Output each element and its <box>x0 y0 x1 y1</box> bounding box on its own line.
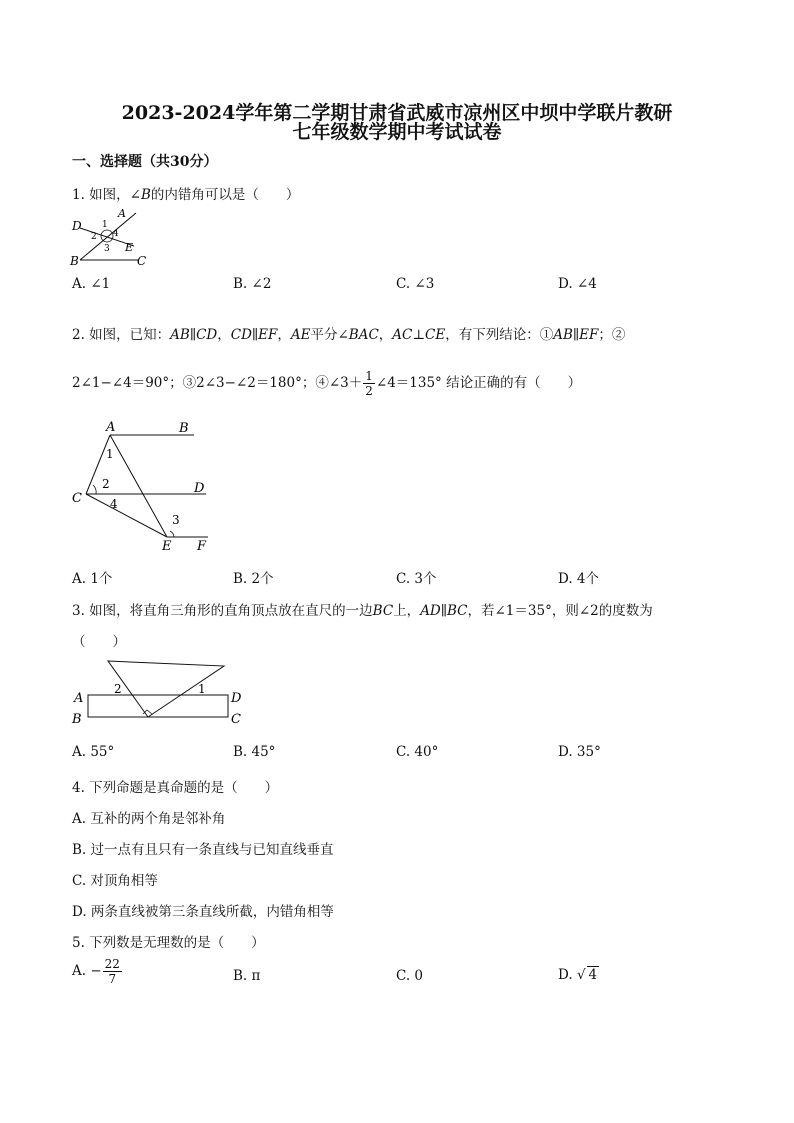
fig2-label-E: E <box>162 539 172 554</box>
fig2-label-1: 1 <box>106 447 114 461</box>
fig1-label-4: 4 <box>113 229 119 239</box>
q5-option-b[interactable]: B. π <box>233 968 261 984</box>
fig1-label-3: 3 <box>104 244 110 254</box>
section-heading-choice: 一、选择题（共30分） <box>72 154 218 170</box>
fig2-angle-2-arc <box>93 485 96 494</box>
fig2-label-F: F <box>197 539 207 554</box>
q4-option-d[interactable]: D. 两条直线被第三条直线所截，内错角相等 <box>72 904 334 920</box>
fig2-label-C: C <box>72 491 82 506</box>
exam-title-line1: 2023-2024学年第二学期甘肃省武威市凉州区中坝中学联片教研 <box>121 102 673 124</box>
question-5-stem: 5. 下列数是无理数的是（ ） <box>72 935 265 951</box>
fig1-label-D: D <box>72 219 82 233</box>
fig2-angle-3-arc <box>170 531 174 537</box>
fig3-ruler <box>88 695 228 717</box>
q3-option-b[interactable]: B. 45° <box>233 744 276 760</box>
question-3-stem-line2: （ ） <box>72 634 126 650</box>
fig2-label-3: 3 <box>172 513 180 527</box>
q5-option-c[interactable]: C. 0 <box>396 968 424 984</box>
fig2-label-B: B <box>179 421 189 436</box>
q3-option-c[interactable]: C. 40° <box>396 744 439 760</box>
question-2-stem-line1: 2. 如图，已知：AB∥CD，CD∥EF，AE平分∠BAC，AC⊥CE，有下列结论：①AB∥EF；② <box>72 327 626 343</box>
q1-option-a[interactable]: A. ∠1 <box>72 276 111 292</box>
fig3-label-A: A <box>74 691 84 706</box>
fig1-label-C: C <box>137 254 147 268</box>
fig3-label-D: D <box>231 691 242 706</box>
fig3-label-B: B <box>72 712 82 727</box>
q5-option-a[interactable]: A. − $\frac{22}{7}$ <box>72 957 120 986</box>
fig2-label-4: 4 <box>110 497 118 511</box>
sqrt-radicand: 4 <box>588 967 598 983</box>
fig2-label-D: D <box>194 481 205 496</box>
q3-option-d[interactable]: D. 35° <box>558 744 601 760</box>
sqrt-sign: √ <box>576 967 586 983</box>
q2-option-a[interactable]: A. 1个 <box>72 571 113 587</box>
fig1-label-1: 1 <box>102 220 108 230</box>
question-4-stem: 4. 下列命题是真命题的是（ ） <box>72 780 279 796</box>
fig3-triangle <box>108 661 224 717</box>
fig1-label-A: A <box>118 207 126 220</box>
q2-option-c[interactable]: C. 3个 <box>396 571 437 587</box>
fig3-label-1: 1 <box>198 682 206 696</box>
q4-option-c[interactable]: C. 对顶角相等 <box>72 873 158 889</box>
fig2-label-2: 2 <box>102 477 110 491</box>
exam-title-line2: 七年级数学期中考试试卷 <box>292 121 502 143</box>
q1-option-c[interactable]: C. ∠3 <box>396 276 435 292</box>
question-3-figure <box>66 652 256 732</box>
question-2-figure <box>66 418 226 558</box>
fraction-one-half: $\frac{1}{2}$ <box>365 369 373 398</box>
fig1-label-B: B <box>70 254 79 268</box>
q1-option-b[interactable]: B. ∠2 <box>233 276 272 292</box>
question-3-stem-line1: 3. 如图，将直角三角形的直角顶点放在直尺的一边BC上，AD∥BC，若∠1＝35°，则∠2的度数为 <box>72 603 653 619</box>
fig2-label-A: A <box>106 420 116 435</box>
q4-option-b[interactable]: B. 过一点有且只有一条直线与已知直线垂直 <box>72 842 334 858</box>
question-1-stem: 1. 如图，∠B的内错角可以是（ ） <box>72 187 300 203</box>
fig1-label-2: 2 <box>91 232 97 242</box>
fraction-22-over-7: $\frac{22}{7}$ <box>104 957 120 986</box>
q2-option-b[interactable]: B. 2个 <box>233 571 274 587</box>
question-1-figure <box>66 204 156 270</box>
q1-option-d[interactable]: D. ∠4 <box>558 276 597 292</box>
fig3-label-C: C <box>231 712 241 727</box>
q4-option-a[interactable]: A. 互补的两个角是邻补角 <box>72 811 226 827</box>
q5-option-d[interactable]: D. √ 4 <box>558 967 598 983</box>
fig3-label-2: 2 <box>114 682 122 696</box>
q2-option-d[interactable]: D. 4个 <box>558 571 600 587</box>
q3-option-a[interactable]: A. 55° <box>72 744 115 760</box>
fig1-label-E: E <box>125 241 134 254</box>
question-2-stem-line2: 2∠1−∠4＝90°；③2∠3−∠2＝180°；④∠3＋ $\frac{1}{2}$ ∠4＝135° 结论正确的有（ ） <box>72 369 582 398</box>
